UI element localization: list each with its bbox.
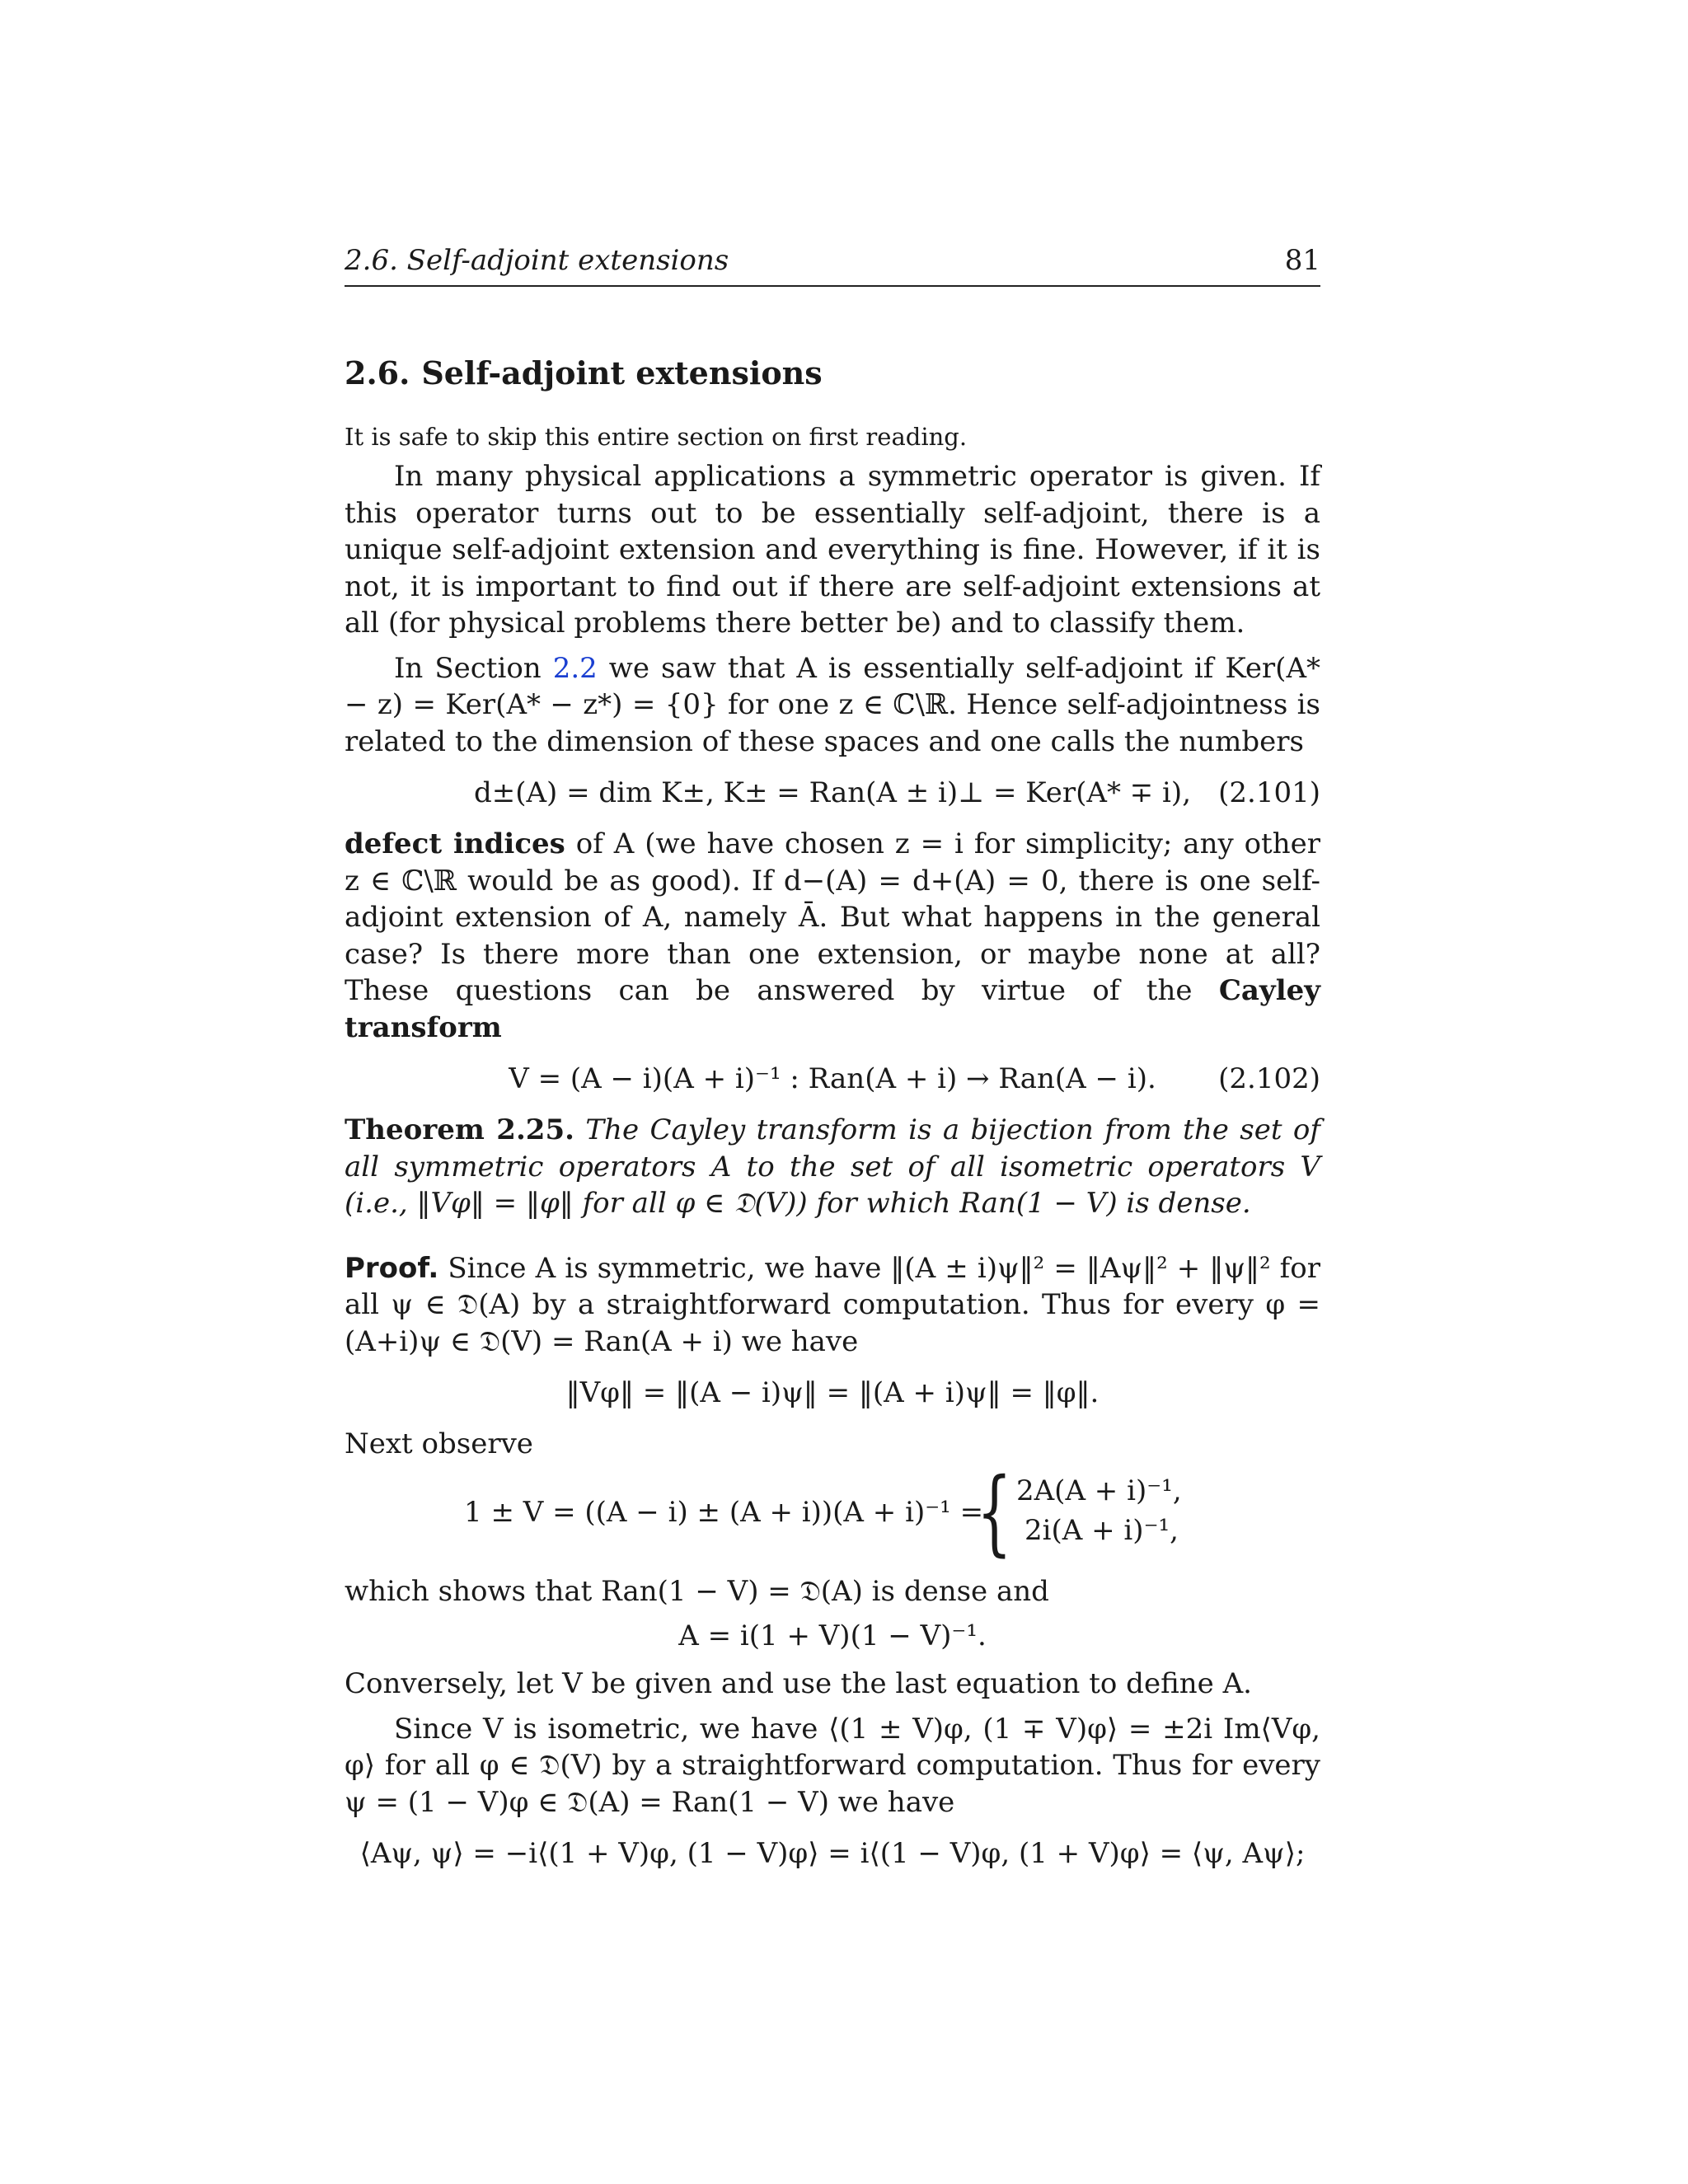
equation-number: (2.102)	[1218, 1062, 1320, 1095]
equation-body: V = (A − i)(A + i)⁻¹ : Ran(A + i) → Ran(A − i).	[509, 1062, 1156, 1095]
equation-A	[345, 1618, 1320, 1654]
text-after-link: we saw that A is essentially self-adjoint if Ker(A* − z) = Ker(A* − z*) = {0} for one z ∈ ℂ\ℝ. Hence self-adjointness is related to the dimension of these spaces and one calls the numbers	[345, 651, 1321, 758]
text-before-link: In Section	[394, 651, 553, 685]
equation-body: d±(A) = dim K±, K± = Ran(A ± i)⊥ = Ker(A* ∓ i),	[473, 776, 1192, 809]
paragraph-isometric: Since V is isometric, we have ⟨(1 ± V)φ, (1 ∓ V)φ⟩ = ±2i Im⟨Vφ, φ⟩ for all φ ∈ 𝔇(V) by a straightforward computation. Thus for every ψ = (1 − V)φ ∈ 𝔇(A) = Ran(1 − V) we have	[345, 1712, 1320, 1819]
term-cayley-transform: Cayley transform	[345, 974, 1320, 1044]
left-brace: {	[977, 1458, 1012, 1566]
intro-note: It is safe to skip this entire section on first reading.	[345, 423, 968, 451]
equation-symmetric	[345, 1835, 1320, 1872]
section-heading	[345, 354, 823, 391]
term-defect-indices: defect indices	[345, 827, 565, 860]
which-shows-text: which shows that Ran(1 − V) = 𝔇(A) is dense and	[345, 1574, 1049, 1608]
book-page	[345, 0, 1320, 2184]
main-text	[345, 422, 1320, 1886]
paragraph-section-ref	[345, 650, 1320, 761]
theorem-statement: The Cayley transform is a bijection from the set of all symmetric operators A to the set of all isometric operators V (i.e., ‖Vφ‖ = ‖φ‖ for all φ ∈ 𝔇(V)) for which Ran(1 − V) is dense.	[345, 1113, 1320, 1220]
equation-lhs: 1 ± V = ((A − i) ± (A + i))(A + i)⁻¹ =	[464, 1495, 984, 1529]
theorem-2-25	[345, 1112, 1320, 1222]
equation-2-101	[345, 775, 1320, 811]
equation-number: (2.101)	[1218, 776, 1320, 809]
equation-2-102	[345, 1061, 1320, 1097]
equation-body: A = i(1 + V)(1 − V)⁻¹.	[678, 1619, 987, 1652]
section-link[interactable]: 2.2	[552, 651, 598, 685]
next-observe-text: Next observe	[345, 1427, 533, 1460]
equation-isometry	[345, 1375, 1320, 1411]
page-number: 81	[1284, 244, 1320, 277]
equation-cases	[345, 1458, 1320, 1566]
equation-body: ⟨Aψ, ψ⟩ = −i⟨(1 + V)φ, (1 − V)φ⟩ = i⟨(1 − V)φ, (1 + V)φ⟩ = ⟨ψ, Aψ⟩;	[359, 1837, 1306, 1870]
paragraph-defect-indices	[345, 826, 1320, 1046]
proof-paragraph	[345, 1250, 1320, 1361]
proof-text: Since A is symmetric, we have ‖(A ± i)ψ‖² = ‖Aψ‖² + ‖ψ‖² for all ψ ∈ 𝔇(A) by a straightforward computation. Thus for every φ = (A+i)ψ ∈ 𝔇(V) = Ran(A + i) we have	[345, 1251, 1320, 1358]
case-one: 2A(A + i)⁻¹,	[1016, 1474, 1182, 1507]
section-title: Self-adjoint extensions	[421, 354, 823, 391]
equation-body: ‖Vφ‖ = ‖(A − i)ψ‖ = ‖(A + i)ψ‖ = ‖φ‖.	[565, 1376, 1100, 1409]
running-title: 2.6. Self-adjoint extensions	[345, 244, 729, 277]
conversely-text: Conversely, let V be given and use the last equation to define A.	[345, 1667, 1252, 1700]
theorem-label: Theorem 2.25.	[345, 1113, 574, 1146]
section-number: 2.6.	[345, 354, 410, 391]
defect-text: of A (we have chosen z = i for simplicity; any other z ∈ ℂ\ℝ would be as good). If d−(A) = d+(A) = 0, there is one self-adjoint extension of A, namely Ā. But what happens in the general case? Is there more than one extension, or maybe none at all? These questions can be answered by virtue of the	[345, 827, 1320, 1007]
proof-label: Proof.	[345, 1251, 439, 1285]
case-two: 2i(A + i)⁻¹,	[1025, 1513, 1179, 1547]
running-header	[345, 241, 1320, 287]
paragraph-intro: In many physical applications a symmetric operator is given. If this operator turns out to be essentially self-adjoint, there is a unique self-adjoint extension and everything is fine. However, if it is not, it is important to find out if there are self-adjoint extensions at all (for physical problems there better be) and to classify them.	[345, 460, 1320, 640]
